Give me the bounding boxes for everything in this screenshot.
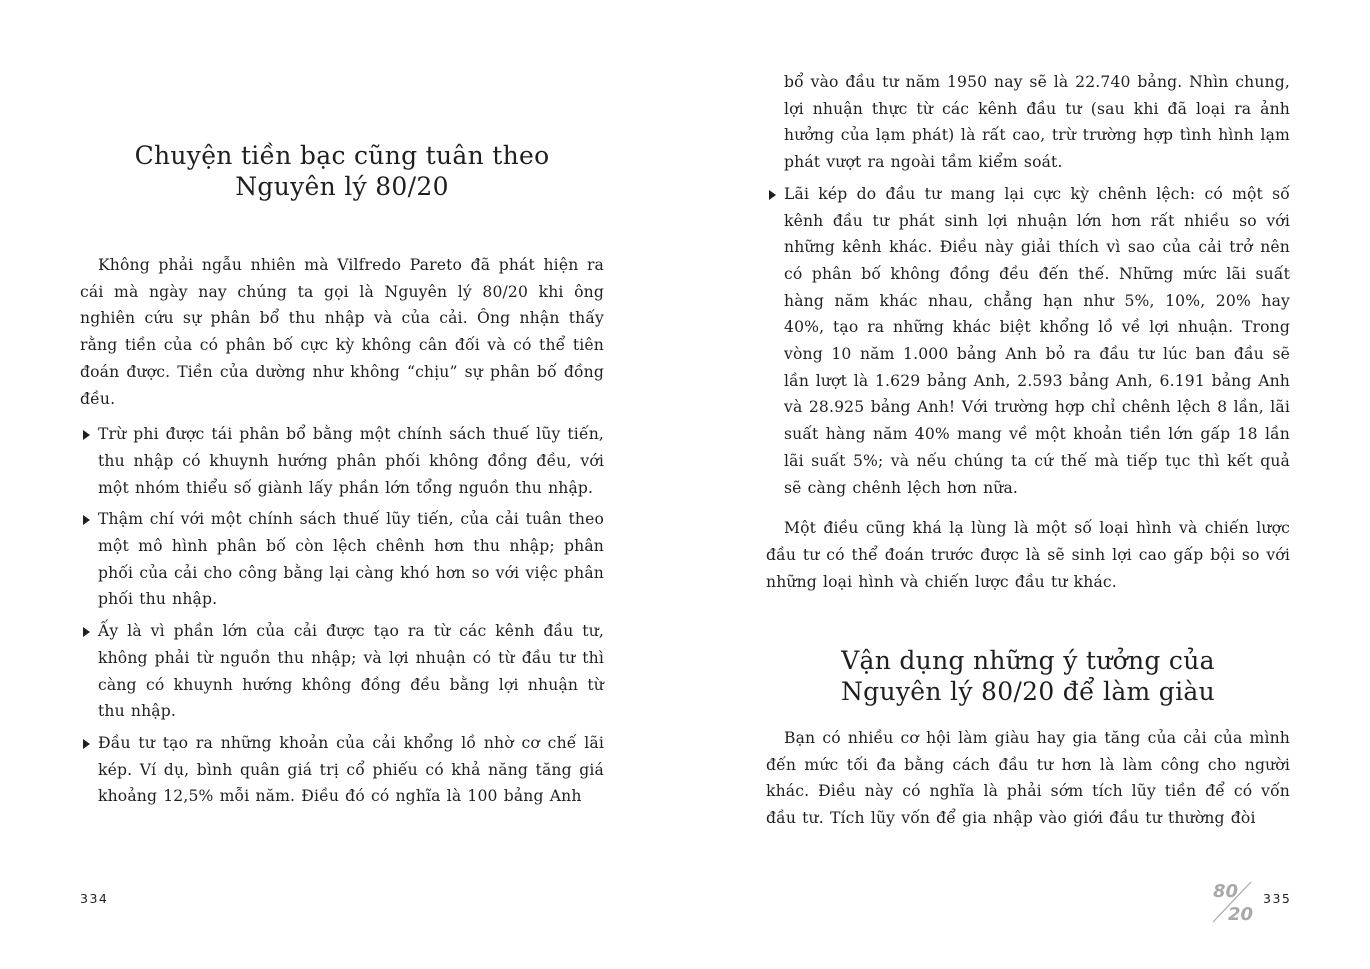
- section-title-line: Vận dụng những ý tưởng của: [841, 646, 1215, 675]
- logo-top-number: 80: [1213, 881, 1239, 902]
- page-number: 334: [80, 891, 109, 906]
- left-body: [80, 252, 604, 810]
- body-paragraph: Một điều cũng khá lạ lùng là một số loại hình và chiến lược đầu tư có thể đoán trước được là sẽ sinh lợi cao gấp bội so với những loại hình và chiến lược đầu tư khác.: [766, 519, 1290, 591]
- bullet-text: Trừ phi được tái phân bổ bằng một chính sách thuế lũy tiến, thu nhập có khuynh hướng phân phối không đồng đều, với một nhóm thiểu số giành lấy phần lớn tổng nguồn thu nhập.: [98, 425, 604, 497]
- bullet-item: [80, 730, 604, 810]
- triangle-bullet-icon: [83, 515, 90, 525]
- section-title-line: Nguyên lý 80/20 để làm giàu: [841, 677, 1215, 706]
- bullet-text: Đầu tư tạo ra những khoản của cải khổng lồ nhờ cơ chế lãi kép. Ví dụ, bình quân giá trị cổ phiếu có khả năng tăng giá khoảng 12,5% mỗi năm. Điều đó có nghĩa là 100 bảng Anh: [98, 733, 604, 806]
- chapter-title-line: Chuyện tiền bạc cũng tuân theo: [134, 141, 550, 170]
- right-body: [766, 69, 1290, 595]
- triangle-bullet-icon: [83, 739, 90, 749]
- bullet-item: [80, 618, 604, 725]
- bullet-text: Ấy là vì phần lớn của cải được tạo ra từ các kênh đầu tư, không phải từ nguồn thu nhập; và lợi nhuận có từ đầu tư thì càng có khuynh hướng không đồng đều bằng lợi nhuận từ thu nhập.: [98, 622, 604, 721]
- logo-bottom-number: 20: [1228, 904, 1254, 924]
- page-number: 335: [1263, 891, 1292, 906]
- bullet-item: [80, 421, 604, 501]
- section-title: [766, 645, 1290, 707]
- section-body: [766, 725, 1290, 832]
- right-page: [685, 0, 1370, 969]
- chapter-title: [80, 140, 604, 202]
- bullet-list: [766, 181, 1290, 501]
- 80-20-logo: [1211, 878, 1261, 924]
- bullet-item: [766, 181, 1290, 501]
- bullet-list: [80, 421, 604, 810]
- chapter-title-line: Nguyên lý 80/20: [235, 172, 449, 201]
- bullet-text: Thậm chí với một chính sách thuế lũy tiến, của cải tuân theo một mô hình phân bố còn lệch chênh hơn thu nhập; phân phối của cải cho công bằng lại càng khó hơn so với việc phân phối thu nhập.: [98, 510, 604, 609]
- triangle-bullet-icon: [83, 627, 90, 637]
- bullet-text: Lãi kép do đầu tư mang lại cực kỳ chênh lệch: có một số kênh đầu tư phát sinh lợi nhuận lớn hơn rất nhiều so với những kênh khác. Điều này giải thích vì sao của cải trở nên có phân bố không đồng đều đến thế. Những mức lãi suất hàng năm khác nhau, chẳng hạn như 5%, 10%, 20% hay 40%, tạo ra những khác biệt khổng lồ về lợi nhuận. Trong vòng 10 năm 1.000 bảng Anh bỏ ra đầu tư lúc ban đầu sẽ lần lượt là 1.629 bảng Anh, 2.593 bảng Anh, 6.191 bảng Anh và 28.925 bảng Anh! Với trường hợp chỉ chênh lệch 8 lần, lãi suất hàng năm 40% mang về một khoản tiền lớn gấp 18 lần lãi suất 5%; và nếu chúng ta cứ thế mà tiếp tục thì kết quả sẽ càng chênh lệch hơn nữa.: [784, 184, 1290, 497]
- section-paragraph: Bạn có nhiều cơ hội làm giàu hay gia tăng của cải của mình đến mức tối đa bằng cách đầu tư hơn là làm công cho người khác. Điều này có nghĩa là phải sớm tích lũy tiền để có vốn đầu tư. Tích lũy vốn để gia nhập vào giới đầu tư thường đòi: [766, 729, 1290, 828]
- bullet-item: [80, 506, 604, 613]
- triangle-bullet-icon: [769, 190, 776, 200]
- intro-paragraph: Không phải ngẫu nhiên mà Vilfredo Pareto đã phát hiện ra cái mà ngày nay chúng ta gọi là Nguyên lý 80/20 khi ông nghiên cứu sự phân bổ thu nhập và của cải. Ông nhận thấy rằng tiền của có phân bố cực kỳ không cân đối và có thể tiên đoán được. Tiền của dường như không “chịu” sự phân bố đồng đều.: [80, 256, 604, 408]
- triangle-bullet-icon: [83, 430, 90, 440]
- bullet-continuation: bổ vào đầu tư năm 1950 nay sẽ là 22.740 bảng. Nhìn chung, lợi nhuận thực từ các kênh đầu tư (sau khi đã loại ra ảnh hưởng của lạm phát) là rất cao, trừ trường hợp tình hình lạm phát vượt ra ngoài tầm kiểm soát.: [784, 73, 1290, 172]
